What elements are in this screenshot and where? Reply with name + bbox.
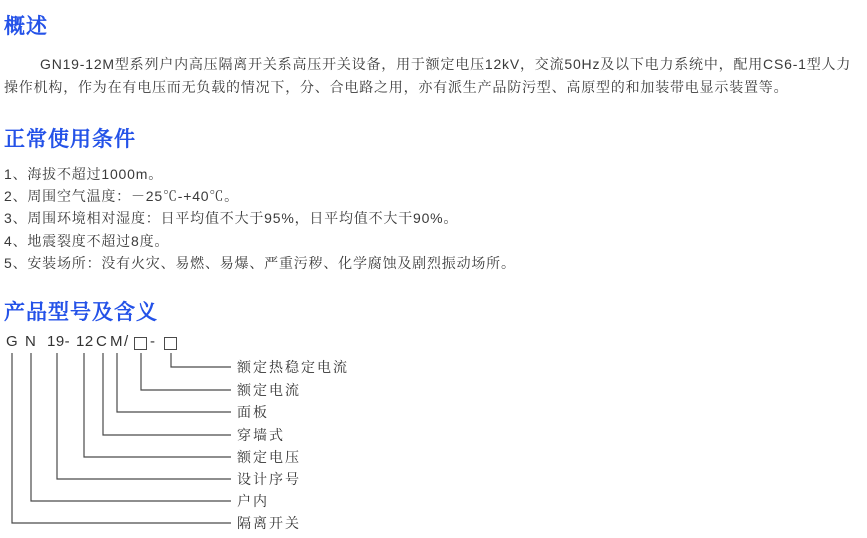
condition-item-3: 3、周围环境相对湿度：日平均值不大于95%，日平均值不大干90%。 bbox=[4, 210, 459, 226]
condition-item-1: 1、海拔不超过1000m。 bbox=[4, 166, 163, 182]
placeholder-box-rated-current bbox=[134, 337, 147, 350]
connector-line bbox=[171, 353, 231, 367]
model-label-indoor: 户内 bbox=[237, 493, 269, 509]
model-token-dash: - bbox=[150, 333, 156, 350]
model-token-m: M bbox=[110, 333, 123, 350]
condition-item-5: 5、安装场所：没有火灾、易燃、易爆、严重污秽、化学腐蚀及剧烈振动场所。 bbox=[4, 255, 516, 271]
connector-line bbox=[103, 353, 231, 435]
condition-item-4: 4、地震裂度不超过8度。 bbox=[4, 233, 170, 249]
connector-line bbox=[57, 353, 231, 479]
model-label-rated-thermal-stability-current: 额定热稳定电流 bbox=[237, 359, 349, 375]
placeholder-box-thermal-current bbox=[164, 337, 177, 350]
connector-line bbox=[117, 353, 231, 412]
model-token-g: G bbox=[6, 333, 19, 350]
model-token-c: C bbox=[96, 333, 108, 350]
model-token-n: N bbox=[25, 333, 37, 350]
model-label-disconnector: 隔离开关 bbox=[237, 515, 301, 531]
overview-paragraph-line-2: 操作机构，作为在有电压而无负载的情况下，分、合电路之用，亦有派生产品防污型、高原型的和加装带电显示装置等。 bbox=[4, 79, 789, 95]
model-label-design-serial-number: 设计序号 bbox=[237, 471, 301, 487]
conditions-heading: 正常使用条件 bbox=[4, 128, 136, 151]
model-token-voltage: 12 bbox=[76, 333, 94, 350]
connector-line bbox=[141, 353, 231, 390]
connector-line bbox=[12, 353, 231, 523]
connector-line bbox=[84, 353, 231, 457]
model-label-through-wall-type: 穿墙式 bbox=[237, 427, 285, 443]
model-heading: 产品型号及含义 bbox=[4, 301, 158, 324]
model-token-series: 19- bbox=[47, 333, 71, 350]
model-label-rated-voltage: 额定电压 bbox=[237, 449, 301, 465]
model-label-panel: 面板 bbox=[237, 404, 269, 420]
condition-item-2: 2、周围空气温度：－25℃-+40℃。 bbox=[4, 188, 239, 204]
model-label-rated-current: 额定电流 bbox=[237, 382, 301, 398]
connector-line bbox=[31, 353, 231, 501]
overview-paragraph-line-1: GN19-12M型系列户内高压隔离开关系高压开关设备，用于额定电压12kV，交流50Hz及以下电力系统中，配用CS6-1型人力 bbox=[40, 56, 852, 72]
model-token-slash: / bbox=[124, 333, 129, 350]
overview-heading: 概述 bbox=[4, 15, 48, 38]
